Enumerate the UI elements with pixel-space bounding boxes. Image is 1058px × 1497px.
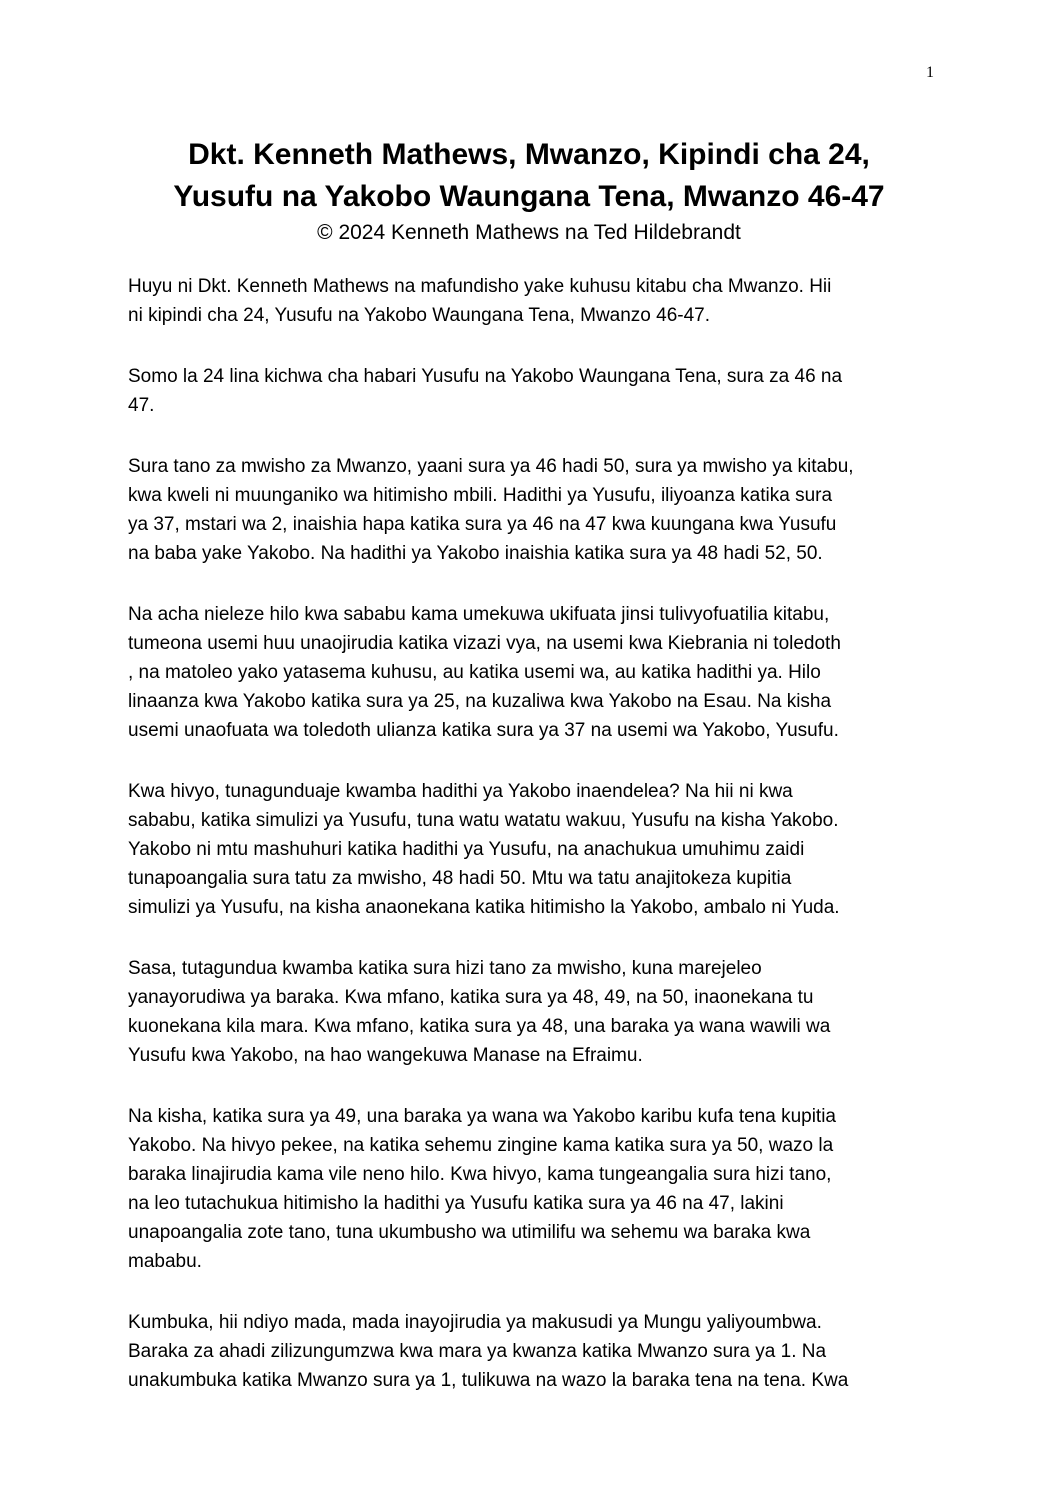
text-line: Sasa, tutagundua kwamba katika sura hizi tano za mwisho, kuna marejeleo: [128, 958, 762, 979]
paragraph-8: [128, 1308, 933, 1395]
text-line: mababu.: [128, 1251, 202, 1272]
paragraph-4: [128, 600, 933, 745]
text-line: ya 37, mstari wa 2, inaishia hapa katika sura ya 46 na 47 kwa kuungana kwa Yusufu: [128, 514, 837, 535]
text-line: sababu, katika simulizi ya Yusufu, tuna watu watatu wakuu, Yusufu na kisha Yakobo.: [128, 810, 839, 831]
text-line: Huyu ni Dkt. Kenneth Mathews na mafundisho yake kuhusu kitabu cha Mwanzo. Hii: [128, 276, 832, 297]
text-line: simulizi ya Yusufu, na kisha anaonekana katika hitimisho la Yakobo, ambalo ni Yuda.: [128, 897, 840, 918]
text-line: usemi unaofuata wa toledoth ulianza katika sura ya 37 na usemi wa Yakobo, Yusufu.: [128, 720, 839, 741]
title-line-1: Dkt. Kenneth Mathews, Mwanzo, Kipindi cha 24,: [188, 138, 870, 171]
text-line: na baba yake Yakobo. Na hadithi ya Yakobo inaishia katika sura ya 48 hadi 52, 50.: [128, 543, 823, 564]
copyright-notice: © 2024 Kenneth Mathews na Ted Hildebrandt: [317, 221, 741, 244]
text-line: yanayorudiwa ya baraka. Kwa mfano, katika sura ya 48, 49, na 50, inaonekana tu: [128, 987, 814, 1008]
text-line: Yakobo. Na hivyo pekee, na katika sehemu zingine kama katika sura ya 50, wazo la: [128, 1135, 834, 1156]
text-line: 47.: [128, 395, 155, 416]
text-line: Na kisha, katika sura ya 49, una baraka ya wana wa Yakobo karibu kufa tena kupitia: [128, 1106, 837, 1127]
text-line: Yakobo ni mtu mashuhuri katika hadithi ya Yusufu, na anachukua umuhimu zaidi: [128, 839, 805, 860]
text-line: Na acha nieleze hilo kwa sababu kama umekuwa ukifuata jinsi tulivyofuatilia kitabu,: [128, 604, 830, 625]
title-line-2: Yusufu na Yakobo Waungana Tena, Mwanzo 46-47: [173, 180, 885, 213]
paragraph-6: [128, 954, 933, 1070]
text-line: , na matoleo yako yatasema kuhusu, au katika usemi wa, au katika hadithi ya. Hilo: [128, 662, 821, 683]
text-line: baraka linajirudia kama vile neno hilo. Kwa hivyo, kama tungeangalia sura hizi tano,: [128, 1164, 832, 1185]
text-line: Yusufu kwa Yakobo, na hao wangekuwa Manase na Efraimu.: [128, 1045, 643, 1066]
text-line: kwa kweli ni muunganiko wa hitimisho mbili. Hadithi ya Yusufu, iliyoanza katika sura: [128, 485, 833, 506]
page-number: 1: [926, 64, 934, 81]
text-line: Somo la 24 lina kichwa cha habari Yusufu na Yakobo Waungana Tena, sura za 46 na: [128, 366, 843, 387]
text-line: Sura tano za mwisho za Mwanzo, yaani sura ya 46 hadi 50, sura ya mwisho ya kitabu,: [128, 456, 854, 477]
paragraph-1: [128, 272, 933, 330]
paragraph-2: [128, 362, 933, 420]
text-line: Baraka za ahadi zilizungumzwa kwa mara ya kwanza katika Mwanzo sura ya 1. Na: [128, 1341, 827, 1362]
text-line: tumeona usemi huu unaojirudia katika vizazi vya, na usemi kwa Kiebrania ni toledoth: [128, 633, 841, 654]
paragraph-5: [128, 777, 933, 922]
text-line: linaanza kwa Yakobo katika sura ya 25, na kuzaliwa kwa Yakobo na Esau. Na kisha: [128, 691, 832, 712]
text-line: ni kipindi cha 24, Yusufu na Yakobo Waungana Tena, Mwanzo 46-47.: [128, 305, 711, 326]
text-line: Kumbuka, hii ndiyo mada, mada inayojirudia ya makusudi ya Mungu yaliyoumbwa.: [128, 1312, 822, 1333]
document-body: [128, 272, 933, 1427]
text-line: kuonekana kila mara. Kwa mfano, katika sura ya 48, una baraka ya wana wawili wa: [128, 1016, 831, 1037]
text-line: unakumbuka katika Mwanzo sura ya 1, tulikuwa na wazo la baraka tena na tena. Kwa: [128, 1370, 849, 1391]
text-line: Kwa hivyo, tunagunduaje kwamba hadithi ya Yakobo inaendelea? Na hii ni kwa: [128, 781, 793, 802]
text-line: tunapoangalia sura tatu za mwisho, 48 hadi 50. Mtu wa tatu anajitokeza kupitia: [128, 868, 792, 889]
paragraph-3: [128, 452, 933, 568]
paragraph-7: [128, 1102, 933, 1276]
title-block: [100, 134, 958, 248]
text-line: na leo tutachukua hitimisho la hadithi ya Yusufu katika sura ya 46 na 47, lakini: [128, 1193, 784, 1214]
text-line: unapoangalia zote tano, tuna ukumbusho wa utimilifu wa sehemu wa baraka kwa: [128, 1222, 811, 1243]
